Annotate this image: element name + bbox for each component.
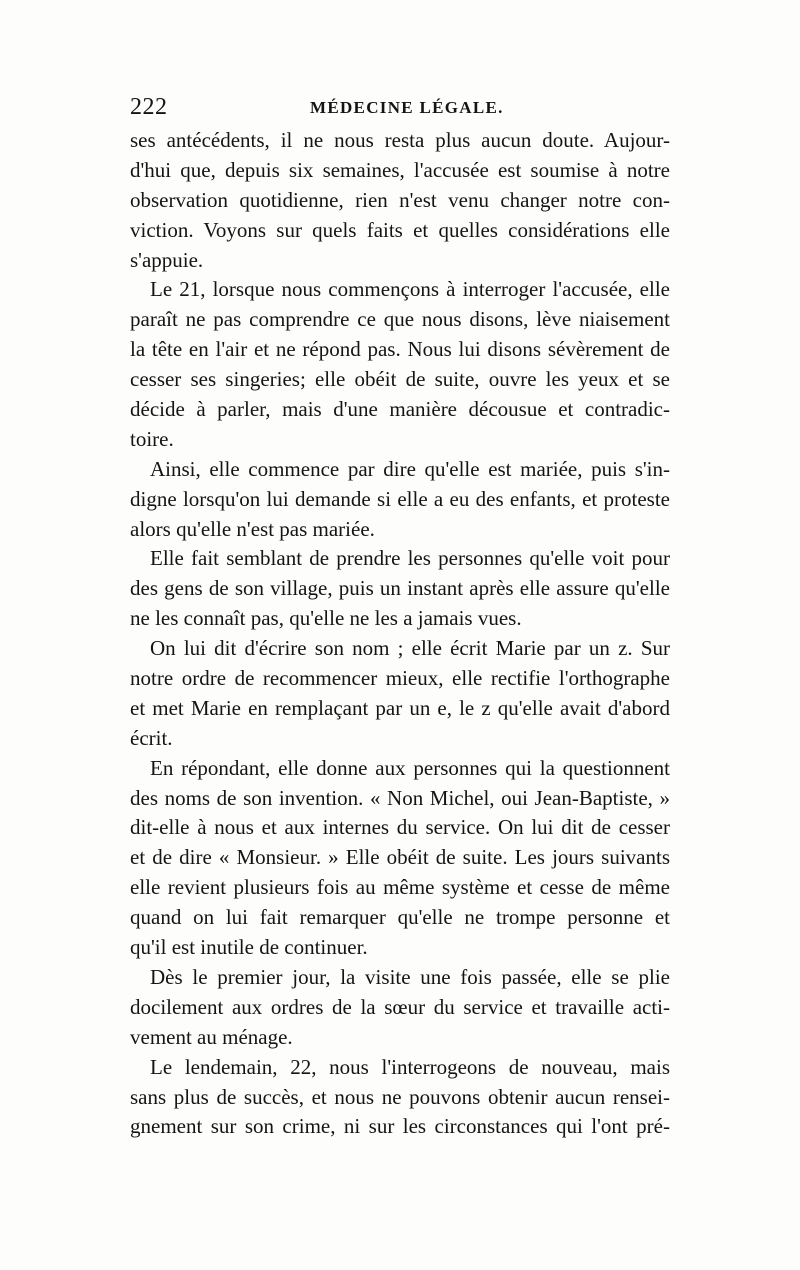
text-line: viction. Voyons sur quels faits et quelles considérations elle xyxy=(130,217,670,242)
text-line: dit-elle à nous et aux internes du service. On lui dit de cesser xyxy=(130,815,670,840)
text-line: ne les connaît pas, qu'elle ne les a jamais vues. xyxy=(130,606,522,631)
text-line: Dès le premier jour, la visite une fois passée, elle se plie xyxy=(150,964,670,989)
body-text xyxy=(130,126,670,1142)
text-line: Ainsi, elle commence par dire qu'elle est mariée, puis s'in- xyxy=(150,456,670,481)
page-number: 222 xyxy=(130,94,168,120)
text-line: vement au ménage. xyxy=(130,1024,293,1049)
text-line: sans plus de succès, et nous ne pouvons obtenir aucun rensei- xyxy=(130,1084,670,1109)
text-line: observation quotidienne, rien n'est venu changer notre con- xyxy=(130,187,670,212)
text-line: et de dire « Monsieur. » Elle obéit de suite. Les jours suivants xyxy=(130,845,670,870)
text-line: toire. xyxy=(130,426,174,451)
text-line: Le lendemain, 22, nous l'interrogeons de nouveau, mais xyxy=(150,1054,670,1079)
text-line: des noms de son invention. « Non Michel, oui Jean-Baptiste, » xyxy=(130,785,670,810)
text-line: gnement sur son crime, ni sur les circonstances qui l'ont pré- xyxy=(130,1114,670,1139)
text-line: alors qu'elle n'est pas mariée. xyxy=(130,516,375,541)
text-line: En répondant, elle donne aux personnes qui la questionnent xyxy=(150,755,670,780)
text-line: écrit. xyxy=(130,725,173,750)
text-line: docilement aux ordres de la sœur du service et travaille acti- xyxy=(130,994,670,1019)
running-head xyxy=(130,94,670,124)
text-line: décide à parler, mais d'une manière décousue et contradic- xyxy=(130,397,670,422)
text-line: et met Marie en remplaçant par un e, le z qu'elle avait d'abord xyxy=(130,695,670,720)
text-line: Le 21, lorsque nous commençons à interroger l'accusée, elle xyxy=(150,277,670,302)
running-title: MÉDECINE LÉGALE. xyxy=(310,98,504,117)
text-line: On lui dit d'écrire son nom ; elle écrit Marie par un z. Sur xyxy=(150,636,670,661)
text-line: cesser ses singeries; elle obéit de suite, ouvre les yeux et se xyxy=(130,367,670,392)
text-line: digne lorsqu'on lui demande si elle a eu des enfants, et proteste xyxy=(130,486,670,511)
text-line: qu'il est inutile de continuer. xyxy=(130,935,368,960)
text-line: des gens de son village, puis un instant après elle assure qu'elle xyxy=(130,576,670,601)
text-line: la tête en l'air et ne répond pas. Nous lui disons sévèrement de xyxy=(130,337,670,362)
text-line: d'hui que, depuis six semaines, l'accusée est soumise à notre xyxy=(130,157,670,182)
text-line: Elle fait semblant de prendre les personnes qu'elle voit pour xyxy=(150,546,670,571)
text-line: s'appuie. xyxy=(130,247,204,272)
text-line: notre ordre de recommencer mieux, elle rectifie l'orthographe xyxy=(130,666,670,691)
text-line: ses antécédents, il ne nous resta plus aucun doute. Aujour- xyxy=(130,128,670,152)
text-line: elle revient plusieurs fois au même système et cesse de même xyxy=(130,875,670,900)
text-line: quand on lui fait remarquer qu'elle ne trompe personne et xyxy=(130,905,670,930)
text-line: paraît ne pas comprendre ce que nous disons, lève niaisement xyxy=(130,307,670,332)
